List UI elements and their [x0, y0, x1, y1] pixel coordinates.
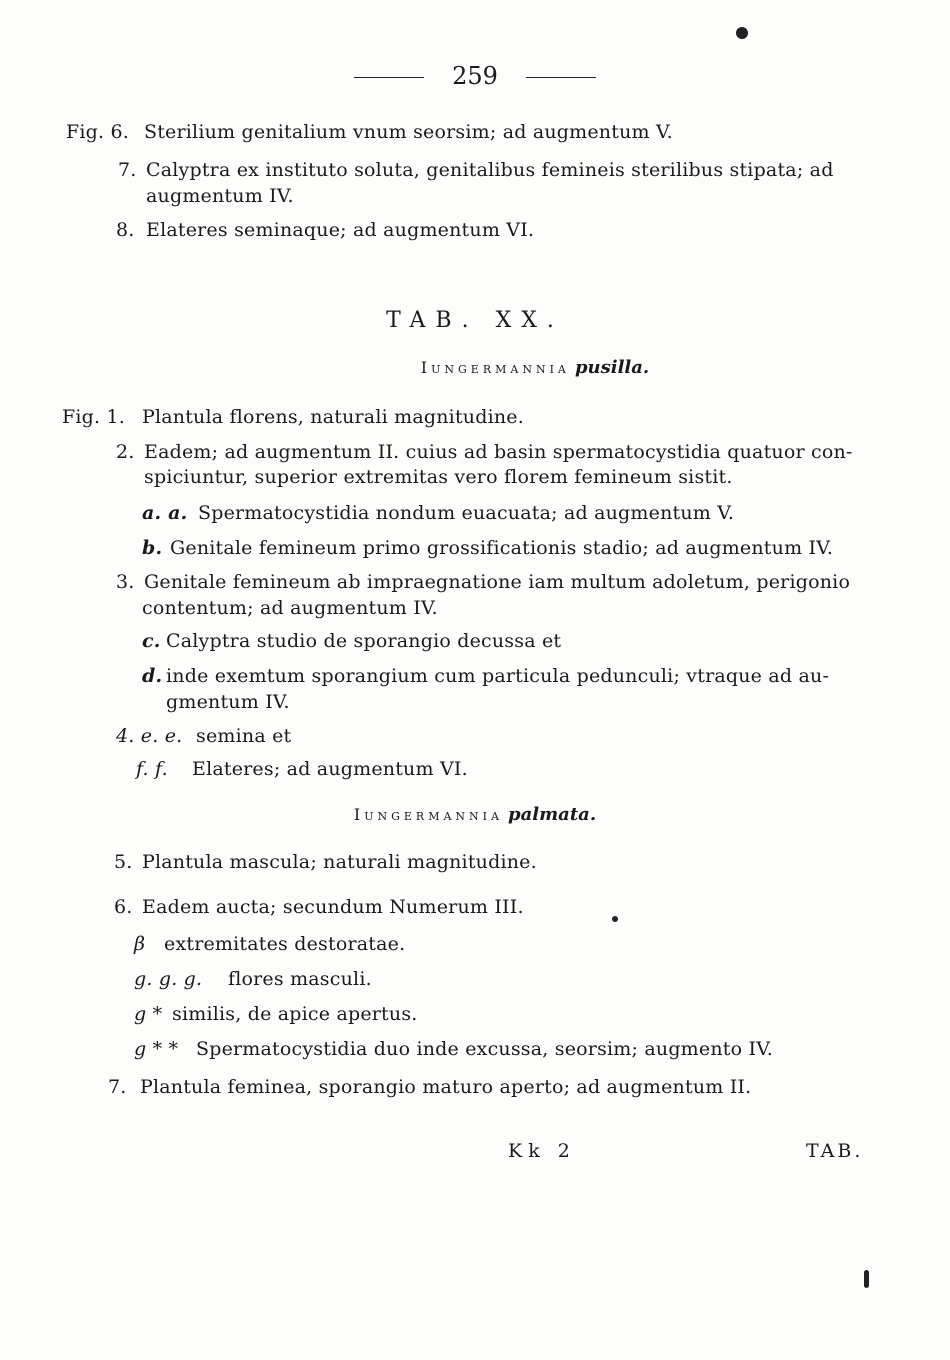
fig-line: [114, 850, 537, 874]
fig-text: Plantula feminea, sporangio maturo aperto; ad augmentum II.: [140, 1076, 752, 1098]
fig-text: Sterilium genitalium vnum seorsim; ad augmentum V.: [144, 121, 673, 143]
fig-letter: g * *: [134, 1038, 179, 1060]
fig-line: [142, 664, 829, 688]
ink-speck: [864, 1270, 869, 1288]
fig-letter: 4. e. e.: [116, 725, 183, 747]
fig-number: 2.: [116, 441, 135, 463]
fig-line: [146, 184, 294, 208]
fig-text: augmentum IV.: [146, 185, 294, 207]
fig-line: [144, 465, 733, 489]
fig-number: Fig. 6.: [66, 121, 130, 143]
species-heading: [60, 357, 950, 378]
fig-number: 8.: [116, 219, 135, 241]
fig-text: Plantula florens, naturali magnitudine.: [142, 406, 524, 428]
fig-line: [116, 218, 534, 242]
ink-speck: [736, 27, 748, 39]
fig-text: Genitale femineum primo grossificationis stadio; ad augmentum IV.: [170, 537, 834, 559]
fig-text: flores masculi.: [228, 968, 372, 990]
fig-line: [134, 967, 372, 991]
fig-letter: β: [134, 933, 146, 955]
fig-number: Fig. 1.: [62, 406, 126, 428]
fig-letter: d.: [142, 665, 163, 687]
fig-text: Plantula mascula; naturali magnitudine.: [142, 851, 537, 873]
fig-line: [142, 629, 561, 653]
fig-line: [134, 932, 405, 956]
fig-line: [108, 1075, 751, 1099]
fig-text: spiciuntur, superior extremitas vero florem femineum sistit.: [144, 466, 733, 488]
fig-letter: g *: [134, 1003, 163, 1025]
fig-text: similis, de apice apertus.: [172, 1003, 418, 1025]
fig-line: [116, 724, 291, 748]
page-number: 259: [452, 62, 498, 90]
fig-line: [114, 895, 524, 919]
page-header: [0, 62, 950, 90]
fig-text: semina et: [196, 725, 292, 747]
species-epithet: palmata.: [508, 804, 597, 825]
fig-text: gmentum IV.: [166, 691, 290, 713]
fig-line: [66, 120, 673, 144]
fig-number: 5.: [114, 851, 133, 873]
fig-line: [142, 536, 833, 560]
fig-text: Calyptra ex instituto soluta, genitalibus femineis sterilibus stipata; ad: [146, 159, 834, 181]
signature-mark: Kk 2: [508, 1140, 576, 1162]
header-rule-left: [354, 77, 424, 78]
species-heading: [0, 804, 950, 825]
fig-text: Eadem; ad augmentum II. cuius ad basin spermatocystidia quatuor con-: [144, 441, 853, 463]
fig-text: extremitates destoratae.: [164, 933, 406, 955]
fig-text: Calyptra studio de sporangio decussa et: [166, 630, 562, 652]
fig-text: Spermatocystidia nondum euacuata; ad augmentum V.: [198, 502, 735, 524]
fig-letter: g. g. g.: [134, 968, 203, 990]
genus-name: Iungermannia: [353, 805, 503, 824]
plate-title: TAB. XX.: [386, 308, 564, 333]
fig-text: contentum; ad augmentum IV.: [142, 597, 438, 619]
fig-number: 3.: [116, 571, 135, 593]
fig-number: 6.: [114, 896, 133, 918]
fig-line: [134, 1037, 773, 1061]
species-epithet: pusilla.: [574, 357, 650, 378]
fig-number: 7.: [108, 1076, 127, 1098]
fig-text: Elateres seminaque; ad augmentum VI.: [146, 219, 535, 241]
fig-line: [118, 158, 834, 182]
fig-line: [142, 501, 734, 525]
fig-letter: c.: [142, 630, 161, 652]
fig-line: [166, 690, 290, 714]
fig-line: [136, 757, 468, 781]
fig-line: [62, 405, 524, 429]
fig-line: [116, 570, 850, 594]
fig-line: [116, 440, 853, 464]
fig-letter: a. a.: [142, 502, 188, 524]
fig-text: Genitale femineum ab impraegnatione iam multum adoletum, perigonio: [144, 571, 851, 593]
fig-text: Elateres; ad augmentum VI.: [192, 758, 468, 780]
ink-speck: [612, 916, 618, 922]
fig-text: inde exemtum sporangium cum particula pedunculi; vtraque ad au-: [166, 665, 830, 687]
fig-letter: f. f.: [136, 758, 168, 780]
catchword: TAB.: [806, 1140, 864, 1162]
header-rule-right: [526, 77, 596, 78]
fig-number: 7.: [118, 159, 137, 181]
fig-letter: b.: [142, 537, 163, 559]
fig-text: Eadem aucta; secundum Numerum III.: [142, 896, 524, 918]
fig-line: [142, 596, 438, 620]
genus-name: Iungermannia: [420, 358, 570, 377]
fig-text: Spermatocystidia duo inde excussa, seorsim; augmento IV.: [196, 1038, 774, 1060]
fig-line: [134, 1002, 418, 1026]
